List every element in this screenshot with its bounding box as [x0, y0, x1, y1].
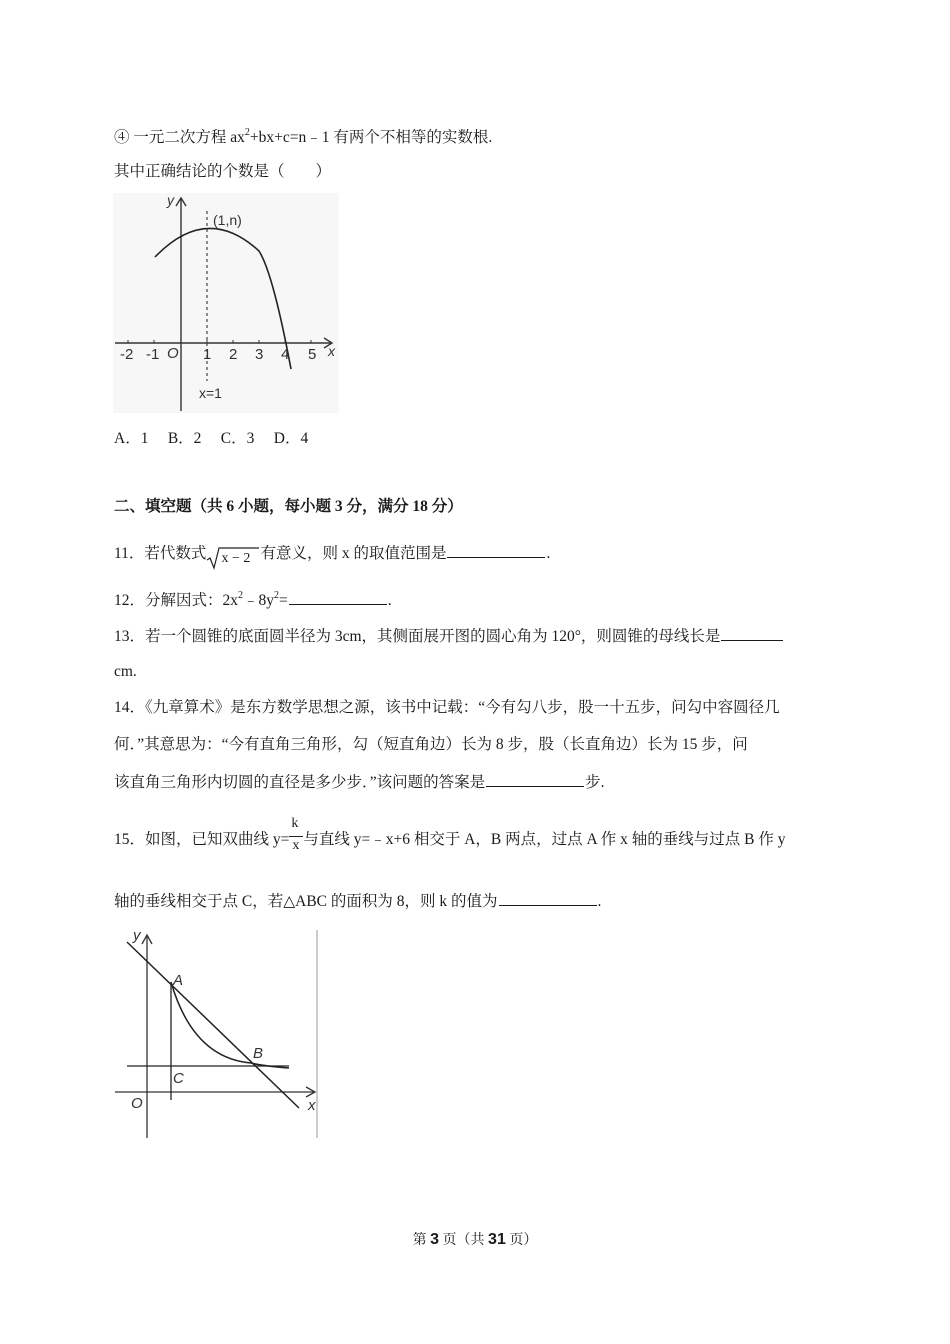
tick-label: 5	[308, 346, 317, 363]
point-b-label: B	[253, 1045, 264, 1062]
q12: 12．分解因式：$2x^2﹣8y^2=$ .	[114, 590, 392, 609]
q11: 11．若代数式 x − 2 有意义，则 x 的取值范围是 .	[114, 543, 550, 569]
origin-label: O	[131, 1095, 143, 1112]
page-number: 3	[430, 1231, 440, 1248]
point-c-label: C	[173, 1070, 184, 1087]
q13-line-1: 13．若一个圆锥的底面圆半径为 3cm，其侧面展开图的圆心角为 120°，则圆锥的母线长是	[114, 626, 784, 647]
parabola-graph	[113, 193, 339, 413]
tick-label: 2	[229, 346, 238, 363]
page-total: 31	[488, 1231, 506, 1248]
q10-prompt: 其中正确结论的个数是（ ）	[114, 163, 332, 180]
q10-options: A．1 B．2 C．3 D．4	[114, 430, 309, 447]
point-a-label: A	[173, 972, 184, 989]
q13-line-2: cm.	[114, 663, 137, 680]
origin-label: O	[167, 345, 179, 362]
fraction-k-over-x: $\frac{k}{x}$	[289, 830, 303, 850]
symmetry-axis-label: x=1	[199, 385, 222, 401]
vertex-label: (1,n)	[213, 212, 242, 228]
q14-line-1: 14．《九章算术》是东方数学思想之源，该书中记载：“今有勾八步，股一十五步，问勾中容圆径几	[114, 699, 780, 716]
q10-statement-4: ④ 一元二次方程 $ax^2+bx+c=n﹣1$ 有两个不相等的实数根.	[114, 127, 493, 146]
y-axis-label: y	[133, 930, 141, 944]
y-axis-label: y	[167, 193, 174, 208]
x-axis-label: x	[308, 1097, 316, 1114]
q14-line-3: 该直角三角形内切圆的直径是多少步．”该问题的答案是 步.	[114, 774, 605, 791]
page-footer: 第 3 页（共 31 页）	[412, 1231, 538, 1248]
q15-line-2: 轴的垂线相交于点 C，若△ABC 的面积为 8，则 k 的值为 .	[114, 893, 602, 910]
tick-label: -1	[146, 346, 160, 363]
q14-line-2: 何．”其意思为：“今有直角三角形，勾（短直角边）长为 8 步，股（长直角边）长为 15 步，问	[114, 736, 748, 753]
x-axis-label: x	[328, 343, 335, 359]
tick-label: 3	[255, 346, 264, 363]
tick-label: -2	[120, 346, 134, 363]
hyperbola-figure	[113, 930, 323, 1140]
section-2-title: 二、填空题（共 6 小题，每小题 3 分，满分 18 分）	[114, 498, 463, 515]
tick-label: 4	[281, 346, 290, 363]
q15-line-1: 15．如图，已知双曲线 y= $\frac{k}{x}$ 与直线 y=﹣x+6 相交于 A，B 两点，过点 A 作 x 轴的垂线与过点 B 作 y	[114, 816, 786, 853]
radical-expression: x − 2	[206, 548, 260, 569]
tick-label: 1	[203, 346, 212, 363]
